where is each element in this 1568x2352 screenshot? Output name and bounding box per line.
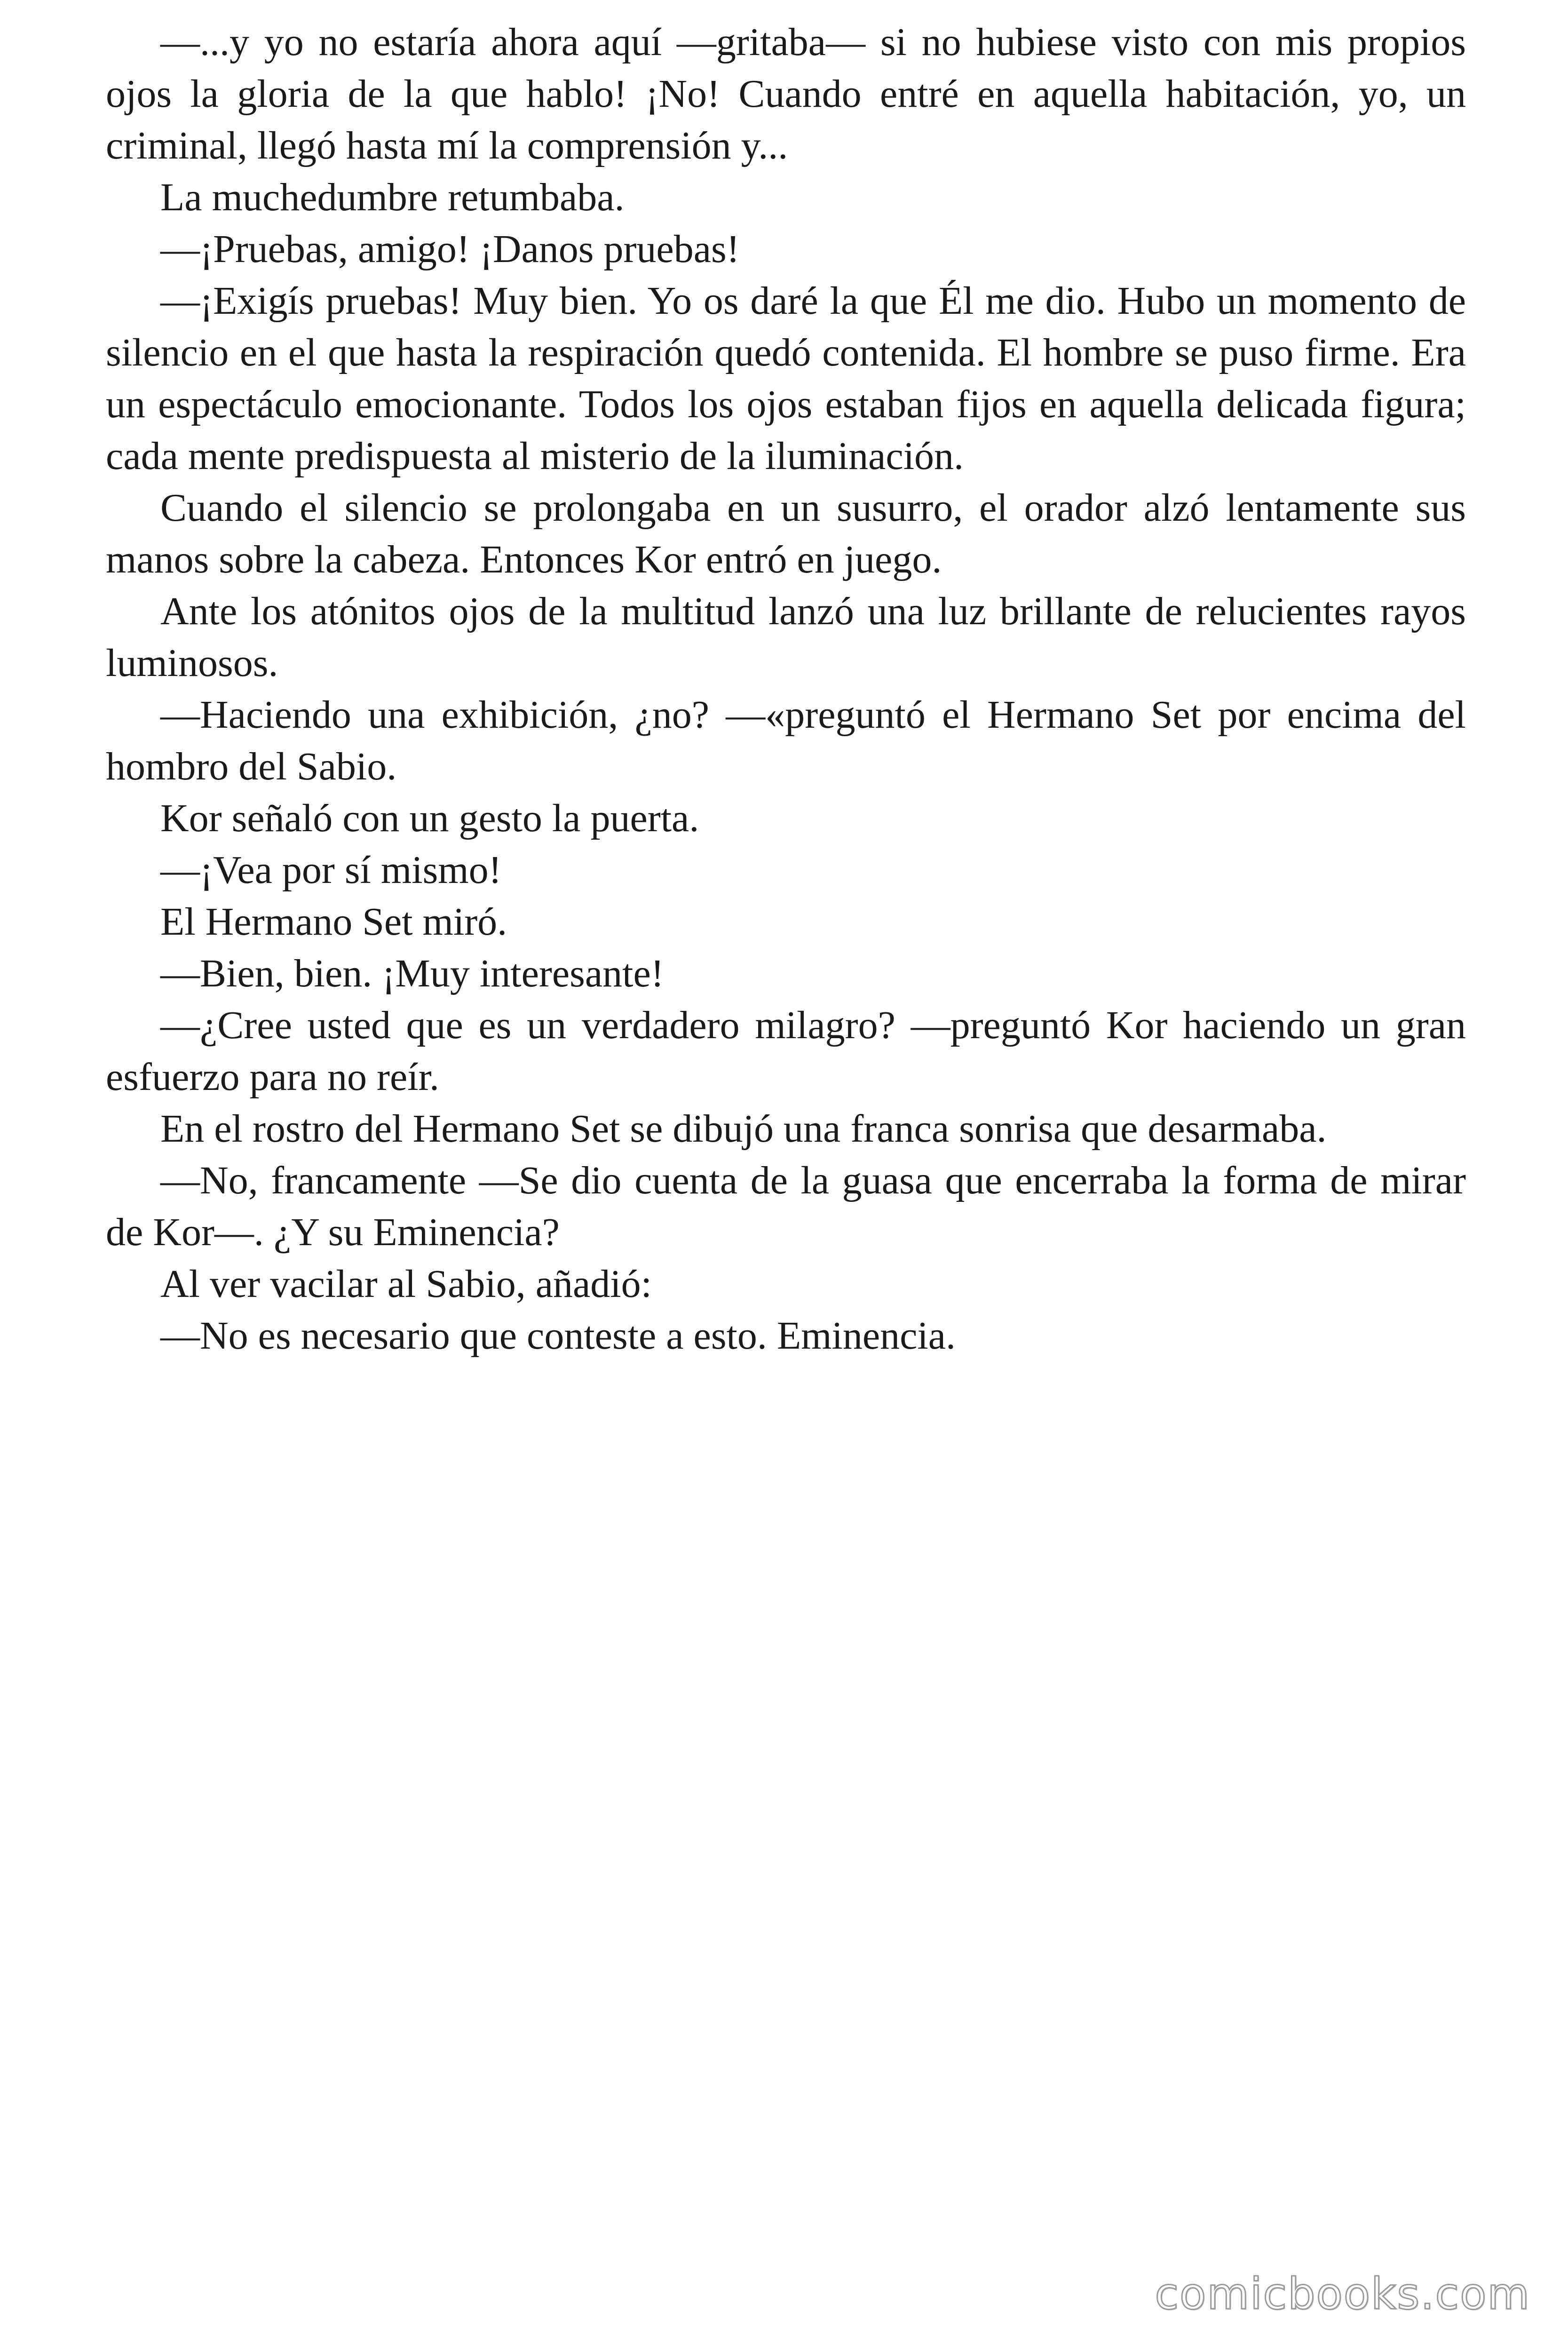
paragraph-9: —¡Vea por sí mismo!: [160, 848, 502, 892]
paragraph-15: Al ver vacilar al Sabio, añadió:: [160, 1262, 652, 1306]
paragraph-8: Kor señaló con un gesto la puerta.: [160, 796, 699, 840]
paragraph-3: —¡Pruebas, amigo! ¡Danos pruebas!: [160, 227, 740, 271]
paragraph-13: En el rostro del Hermano Set se dibujó una franca sonrisa que desarmaba.: [160, 1107, 1327, 1151]
paragraph-16: —No es necesario que conteste a esto. Eminencia.: [160, 1314, 956, 1358]
site-watermark: comicbooks.com: [1155, 2269, 1530, 2319]
paragraph-6: Ante los atónitos ojos de la multitud lanzó una luz brillante de relucientes rayos luminosos.: [106, 589, 1466, 685]
paragraph-10: El Hermano Set miró.: [160, 900, 507, 944]
paragraph-12: —¿Cree usted que es un verdadero milagro? —preguntó Kor haciendo un gran esfuerzo para no reír.: [106, 1003, 1466, 1099]
paragraph-1: —...y yo no estaría ahora aquí —gritaba— si no hubiese visto con mis propios ojos la gloria de la que hablo! ¡No! Cuando entré en aquella habitación, yo, un criminal, llegó hasta mí la comprensión y...: [106, 20, 1466, 167]
document-page: [106, 16, 1466, 1362]
paragraph-5: Cuando el silencio se prolongaba en un susurro, el orador alzó lentamente sus manos sobre la cabeza. Entonces Kor entró en juego.: [106, 486, 1466, 581]
paragraph-4: —¡Exigís pruebas! Muy bien. Yo os daré la que Él me dio. Hubo un momento de silencio en el que hasta la respiración quedó contenida. El hombre se puso firme. Era un espectáculo emocionante. Todos los ojos estaban fijos en aquella delicada figura; cada mente predispuesta al misterio de la iluminación.: [106, 279, 1466, 478]
paragraph-2: La muchedumbre retumbaba.: [160, 175, 625, 219]
paragraph-11: —Bien, bien. ¡Muy interesante!: [160, 952, 664, 995]
paragraph-7: —Haciendo una exhibición, ¿no? —«preguntó el Hermano Set por encima del hombro del Sabio.: [106, 693, 1466, 788]
paragraph-14: —No, francamente —Se dio cuenta de la guasa que encerraba la forma de mirar de Kor—. ¿Y su Eminencia?: [106, 1159, 1466, 1254]
